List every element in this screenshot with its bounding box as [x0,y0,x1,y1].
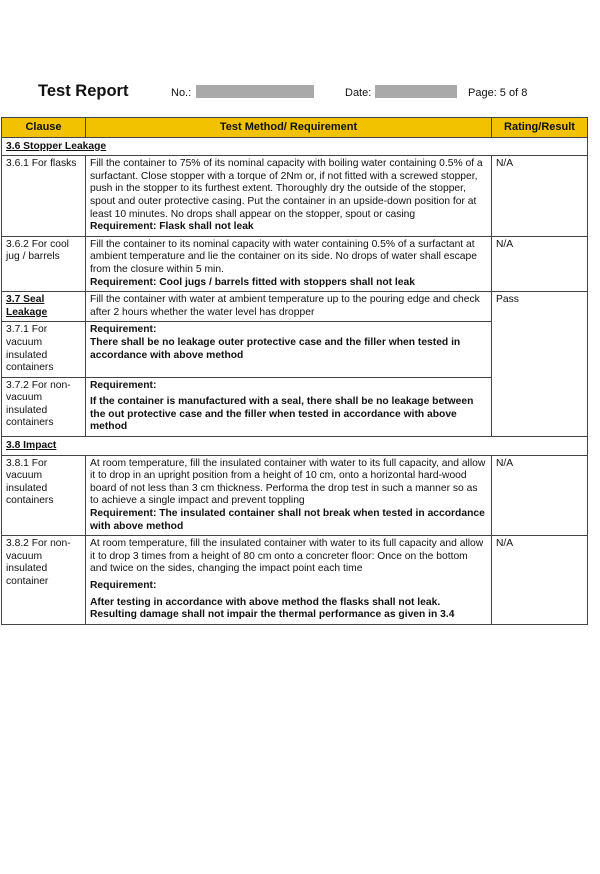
clause-cell: 3.7.2 For non-vacuum insulated containers [2,377,86,436]
report-header [0,80,600,104]
test-table [1,117,588,625]
method-cell [86,536,492,625]
requirement-label: Requirement: [90,379,157,391]
clause-cell: 3.6.2 For cool jug / barrels [2,236,86,291]
result-cell: Pass [492,292,588,437]
column-header-result: Rating/Result [492,118,588,138]
section-title: 3.8 Impact [2,437,588,456]
date-redaction [375,85,457,98]
method-cell [86,236,492,291]
report-number-redaction [196,85,314,98]
requirement-text: There shall be no leakage outer protective case and the filler when tested in accordance with above method [90,336,461,361]
report-title: Test Report [38,82,129,100]
table-row [2,292,588,322]
table-row [2,536,588,625]
method-text: At room temperature, fill the insulated container with water to its full capacity and allow it to drop 3 times from a height of 80 cm onto a concreter floor: Once on the bottom and twice on the sides, changing the impact point each time [90,538,484,575]
method-text: Fill the container to 75% of its nominal capacity with boiling water containing 0.5% of a surfactant. Close stopper with a torque of 2Nm or, if not fitted with a screwed stopper, push in the stopper to its furthest extent. Thoroughly dry the outside of the stopper, spout and outer protective casing. Put the container in an upside-down position for at least 10 minutes. No drops shall appear on the stopper, spout or casing [90,158,483,220]
requirement-text: Requirement: Flask shall not leak [90,221,254,233]
column-header-method: Test Method/ Requirement [86,118,492,138]
requirement-text: Requirement: The insulated container shall not break when tested in accordance with above method [90,508,485,532]
clause-cell: 3.6.1 For flasks [2,156,86,237]
method-text: Fill the container to its nominal capacity with water containing 0.5% of a surfactant at ambient temperature and lie the container on its side. No drops of water shall escape from the closure within 5 min. [90,238,477,275]
column-header-clause: Clause [2,118,86,138]
page-number: Page: 5 of 8 [468,87,528,99]
result-cell: N/A [492,536,588,625]
requirement-text: After testing in accordance with above method the flasks shall not leak. Resulting damage shall not impair the thermal performance as given in 3.4 [90,596,455,621]
result-cell: N/A [492,236,588,291]
table-row [2,455,588,536]
date-label: Date: [345,87,372,99]
method-cell: Fill the container with water at ambient temperature up to the pouring edge and check after 2 hours whether the water level has dropper [86,292,492,322]
clause-cell: 3.8.1 For vacuum insulated containers [2,455,86,536]
requirement-text: If the container is manufactured with a seal, there shall be no leakage between the out protective case and the filler when tested in accordance with above method [90,396,474,433]
table-row [2,156,588,237]
requirement-label: Requirement: [90,324,157,336]
method-cell [86,455,492,536]
section-title: 3.6 Stopper Leakage [2,137,588,156]
requirement-text: Requirement: Cool jugs / barrels fitted with stoppers shall not leak [90,276,415,288]
section-row-3-8 [2,437,588,456]
method-cell [86,156,492,237]
clause-cell: 3.7.1 For vacuum insulated containers [2,322,86,377]
section-title: 3.7 Seal Leakage [2,292,86,322]
clause-cell: 3.8.2 For non-vacuum insulated container [2,536,86,625]
section-row-3-6 [2,137,588,156]
table-header-row [2,118,588,138]
table-row [2,236,588,291]
result-cell: N/A [492,156,588,237]
method-cell [86,377,492,436]
result-cell: N/A [492,455,588,536]
requirement-label: Requirement: [90,580,157,591]
report-number-label: No.: [171,87,192,99]
method-text: At room temperature, fill the insulated container with water to its full capacity, and allow it to drop in an upright position from a height of 10 cm, onto a horizontal hard-wood board of not less than 3 cm thickness. Performa the drop test in such a manner so as to achieve a single impact and prevent toppling [90,457,486,507]
method-cell [86,322,492,377]
